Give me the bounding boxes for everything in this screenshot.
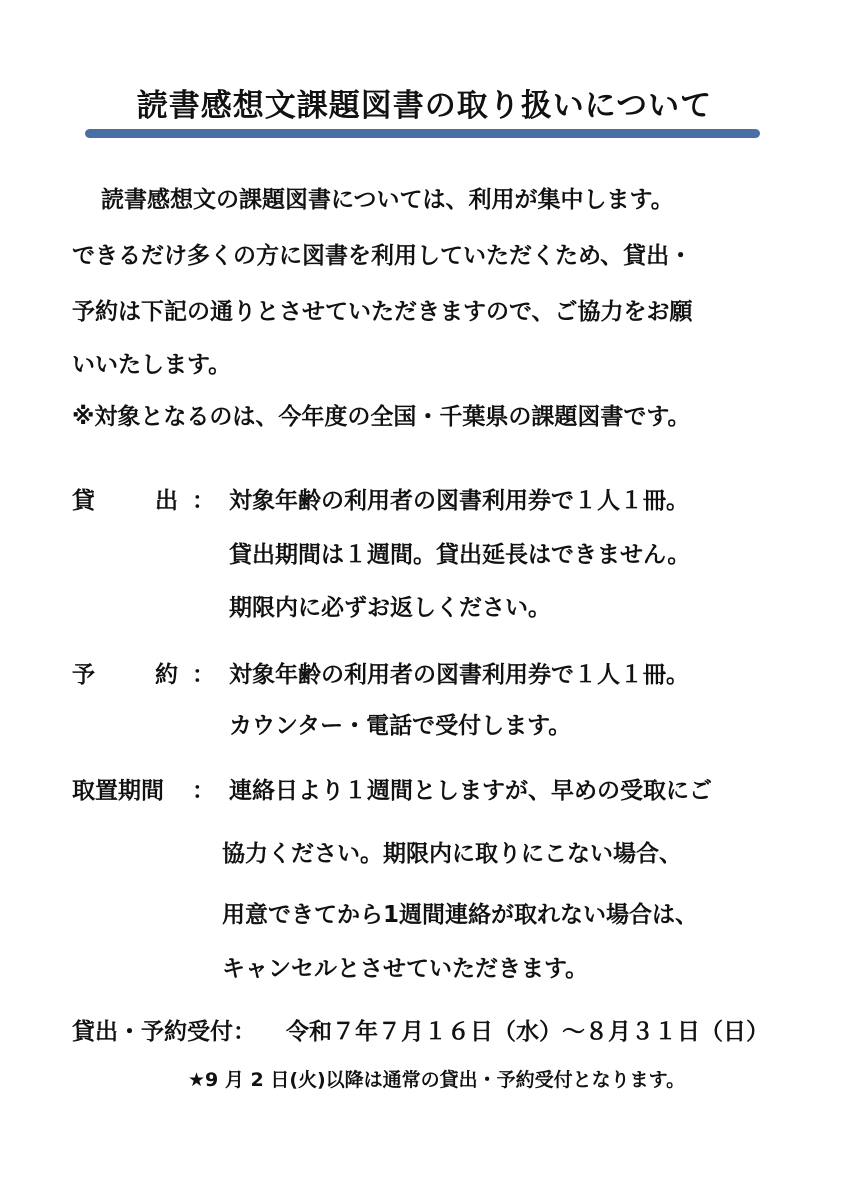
reservation-label-char-1: 予 bbox=[72, 662, 95, 688]
reservation-label-char-2: 約 bbox=[155, 662, 178, 688]
lending-label-char-1: 貸 bbox=[72, 488, 95, 514]
hold-line-3: 用意できてから1週間連絡が取れない場合は、 bbox=[222, 902, 699, 928]
intro-line-4: いいたします。 bbox=[72, 352, 232, 378]
intro-line-3: 予約は下記の通りとさせていただきますので、ご協力をお願 bbox=[72, 299, 693, 325]
reservation-label bbox=[72, 659, 178, 691]
reservation-colon: ： bbox=[192, 662, 215, 688]
hold-line-1: 連絡日より１週間としますが、早めの受取にご bbox=[229, 778, 712, 804]
intro-line-2: できるだけ多くの方に図書を利用していただくため、貸出・ bbox=[72, 243, 693, 269]
lending-colon: ： bbox=[192, 488, 215, 514]
footnote: ★9 月 2 日(火)以降は通常の貸出・予約受付となります。 bbox=[188, 1069, 686, 1091]
hold-line-2: 協力ください。期限内に取りにこない場合、 bbox=[222, 841, 682, 867]
intro-line-1: 読書感想文の課題図書については、利用が集中します。 bbox=[101, 187, 674, 213]
lending-label bbox=[72, 485, 178, 517]
lending-line-3: 期限内に必ずお返しください。 bbox=[229, 595, 551, 621]
hold-line-4: キャンセルとさせていただきます。 bbox=[222, 956, 589, 982]
reservation-line-2: カウンター・電話で受付します。 bbox=[229, 713, 572, 739]
lending-line-1: 対象年齢の利用者の図書利用券で１人１冊。 bbox=[229, 488, 689, 514]
hold-period-colon: ： bbox=[192, 778, 215, 804]
target-note-line: ※対象となるのは、今年度の全国・千葉県の課題図書です。 bbox=[72, 404, 691, 430]
period-label: 貸出・予約受付： bbox=[72, 1019, 256, 1045]
period-value: 令和７年７月１６日（水）～８月３１日（日） bbox=[286, 1019, 769, 1045]
hold-period-label: 取置期間 bbox=[72, 778, 164, 804]
lending-label-char-2: 出 bbox=[155, 488, 178, 514]
lending-line-2: 貸出期間は１週間。貸出延長はできません。 bbox=[229, 542, 691, 568]
reservation-line-1: 対象年齢の利用者の図書利用券で１人１冊。 bbox=[229, 662, 689, 688]
page-title: 読書感想文課題図書の取り扱いについて bbox=[136, 88, 713, 124]
title-underline bbox=[85, 129, 760, 138]
